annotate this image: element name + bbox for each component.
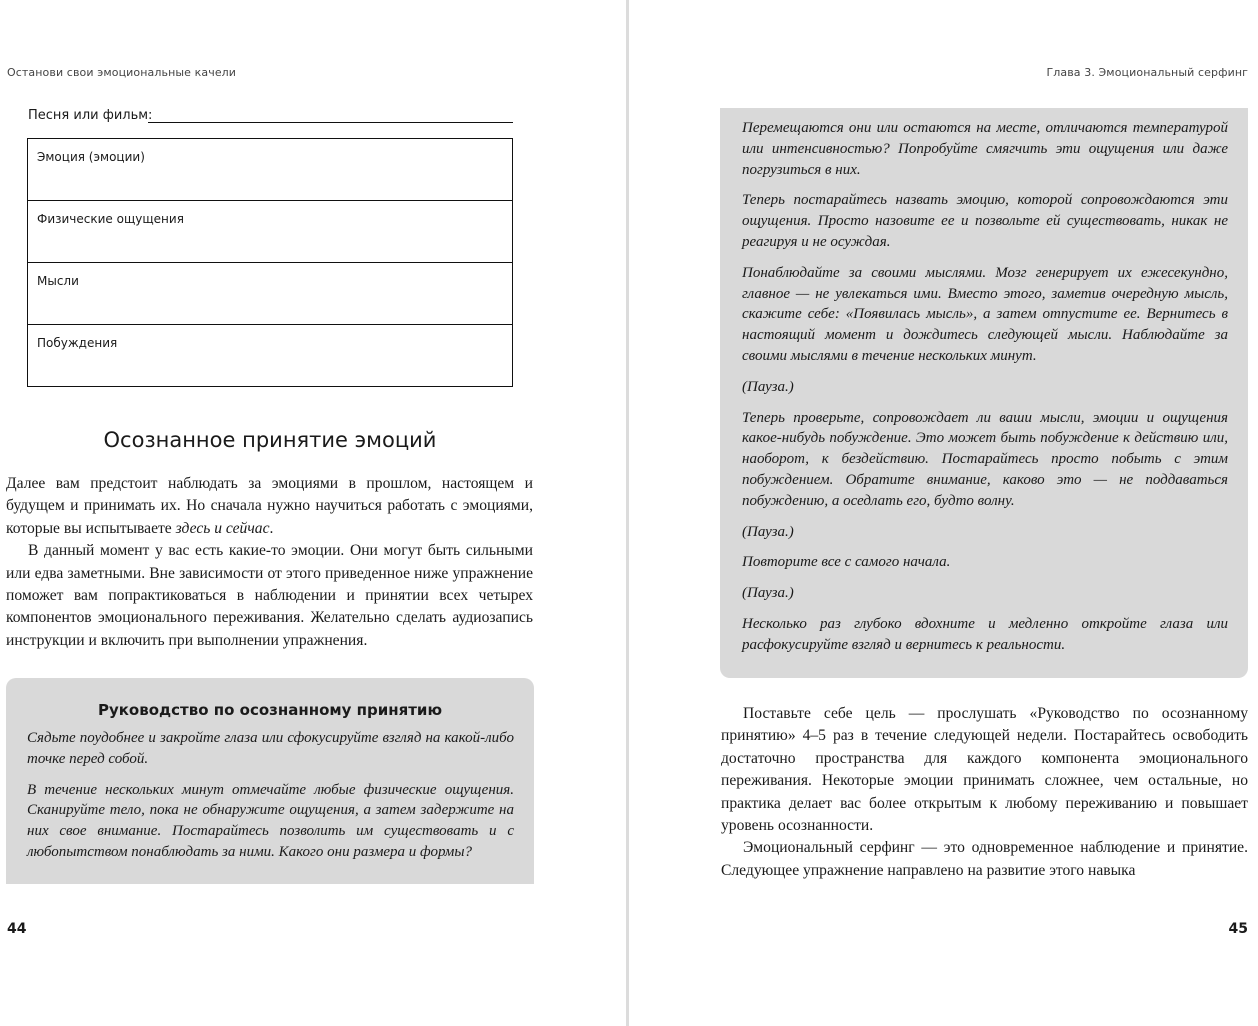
- box-paragraph: В течение нескольких минут отмечайте любые физические ощущения. Сканируйте тело, пока не обнаружите ощущения, а затем задержите на них свое внимание. Постарайтесь позволить им существовать и с любопытством понаблюдать за ними. Какого они размера и формы?: [27, 781, 514, 860]
- song-film-answer-line: [148, 122, 513, 123]
- guide-box-continued: [720, 108, 1248, 678]
- box-paragraph: Перемещаются они или остаются на месте, отличаются температурой или интенсивностью? Попробуйте смягчить эти ощущения или даже погрузиться в них.: [742, 120, 1228, 178]
- song-film-label: Песня или фильм:: [28, 108, 153, 123]
- left-running-head: Останови свои эмоциональные качели: [7, 66, 237, 79]
- right-running-head: Глава 3. Эмоциональный серфинг: [1046, 66, 1248, 79]
- pause-line: (Пауза.): [742, 523, 794, 540]
- body-paragraph: Поставьте себе цель — прослушать «Руководство по осознанному принятию» 4–5 раз в течение следующей недели. Постарайтесь освободить достаточно пространства для каждого компонента эмоционального переживания. Некоторые эмоции принимать сложнее, чем остальные, но практика делает вас более открытым к любому переживанию и повышает уровень осознанности.: [721, 705, 1248, 835]
- box-paragraph: Теперь проверьте, сопровождает ли ваши мысли, эмоции и ощущения какое-нибудь побуждение. Это может быть побуждение к действию или, наоборот, к бездействию. Постарайтесь просто побыть с этим побуждением. Обратите внимание, каково это — не поддаваться побуждению, а оседлать его, будто волну.: [742, 409, 1228, 509]
- page-number-right: 45: [1228, 921, 1248, 937]
- table-row: [28, 139, 512, 201]
- guide-box-start: [6, 678, 534, 884]
- guide-box-title: Руководство по осознанному принятию: [97, 701, 443, 719]
- right-body-text: [721, 703, 1248, 882]
- table-row: [28, 263, 512, 325]
- pause-line: (Пауза.): [742, 585, 794, 602]
- pause-line: (Пауза.): [742, 378, 794, 395]
- row-label-urges: Побуждения: [37, 336, 118, 350]
- box-paragraph: Несколько раз глубоко вдохните и медленно откройте глаза или расфокусируйте взгляд и вернитесь к реальности.: [742, 615, 1228, 653]
- page-number-left: 44: [7, 921, 27, 937]
- emotion-components-table: [27, 138, 513, 387]
- row-label-emotion: Эмоция (эмоции): [37, 150, 145, 164]
- body-paragraph: Эмоциональный серфинг — это одновременное наблюдение и принятие. Следующее упражнение направлено на развитие этого навыка: [721, 839, 1248, 879]
- left-body-text: [6, 473, 533, 652]
- book-spine: [626, 0, 629, 1026]
- box-paragraph: Теперь постарайтесь назвать эмоцию, которой сопровождаются эти ощущения. Просто назовите ее и позвольте ей существовать, никак не реагируя и не осуждая.: [742, 192, 1228, 250]
- table-row: [28, 325, 512, 386]
- row-label-sensations: Физические ощущения: [37, 212, 184, 226]
- body-paragraph: Далее вам предстоит наблюдать за эмоциями в прошлом, настоящем и будущем и принимать их. Но сначала нужно научиться работать с эмоциями, которые вы испытываете здесь и сейчас.: [6, 475, 533, 537]
- table-row: [28, 201, 512, 263]
- box-paragraph: Сядьте поудобнее и закройте глаза или сфокусируйте взгляд на какой-либо точке перед собой.: [27, 730, 514, 767]
- box-paragraph: Повторите все с самого начала.: [742, 554, 951, 571]
- box-paragraph: Понаблюдайте за своими мыслями. Мозг генерирует их ежесекундно, главное — не увлекаться ими. Вместо этого, заметив очередную мысль, скажите себе: «Появилась мысль», а затем отпустите ее. Вернитесь в настоящий момент и дождитесь следующей мысли. Наблюдайте за своими мыслями в течение нескольких минут.: [742, 264, 1228, 364]
- body-paragraph: В данный момент у вас есть какие-то эмоции. Они могут быть сильными или едва заметными. Вне зависимости от этого приведенное ниже упражнение поможет вам попрактиковаться в наблюдении и принятии всех четырех компонентов эмоционального переживания. Желательно сделать аудиозапись инструкции и включить при выполнении упражнения.: [6, 542, 533, 649]
- section-title: Осознанное принятие эмоций: [103, 428, 437, 452]
- row-label-thoughts: Мысли: [37, 274, 79, 288]
